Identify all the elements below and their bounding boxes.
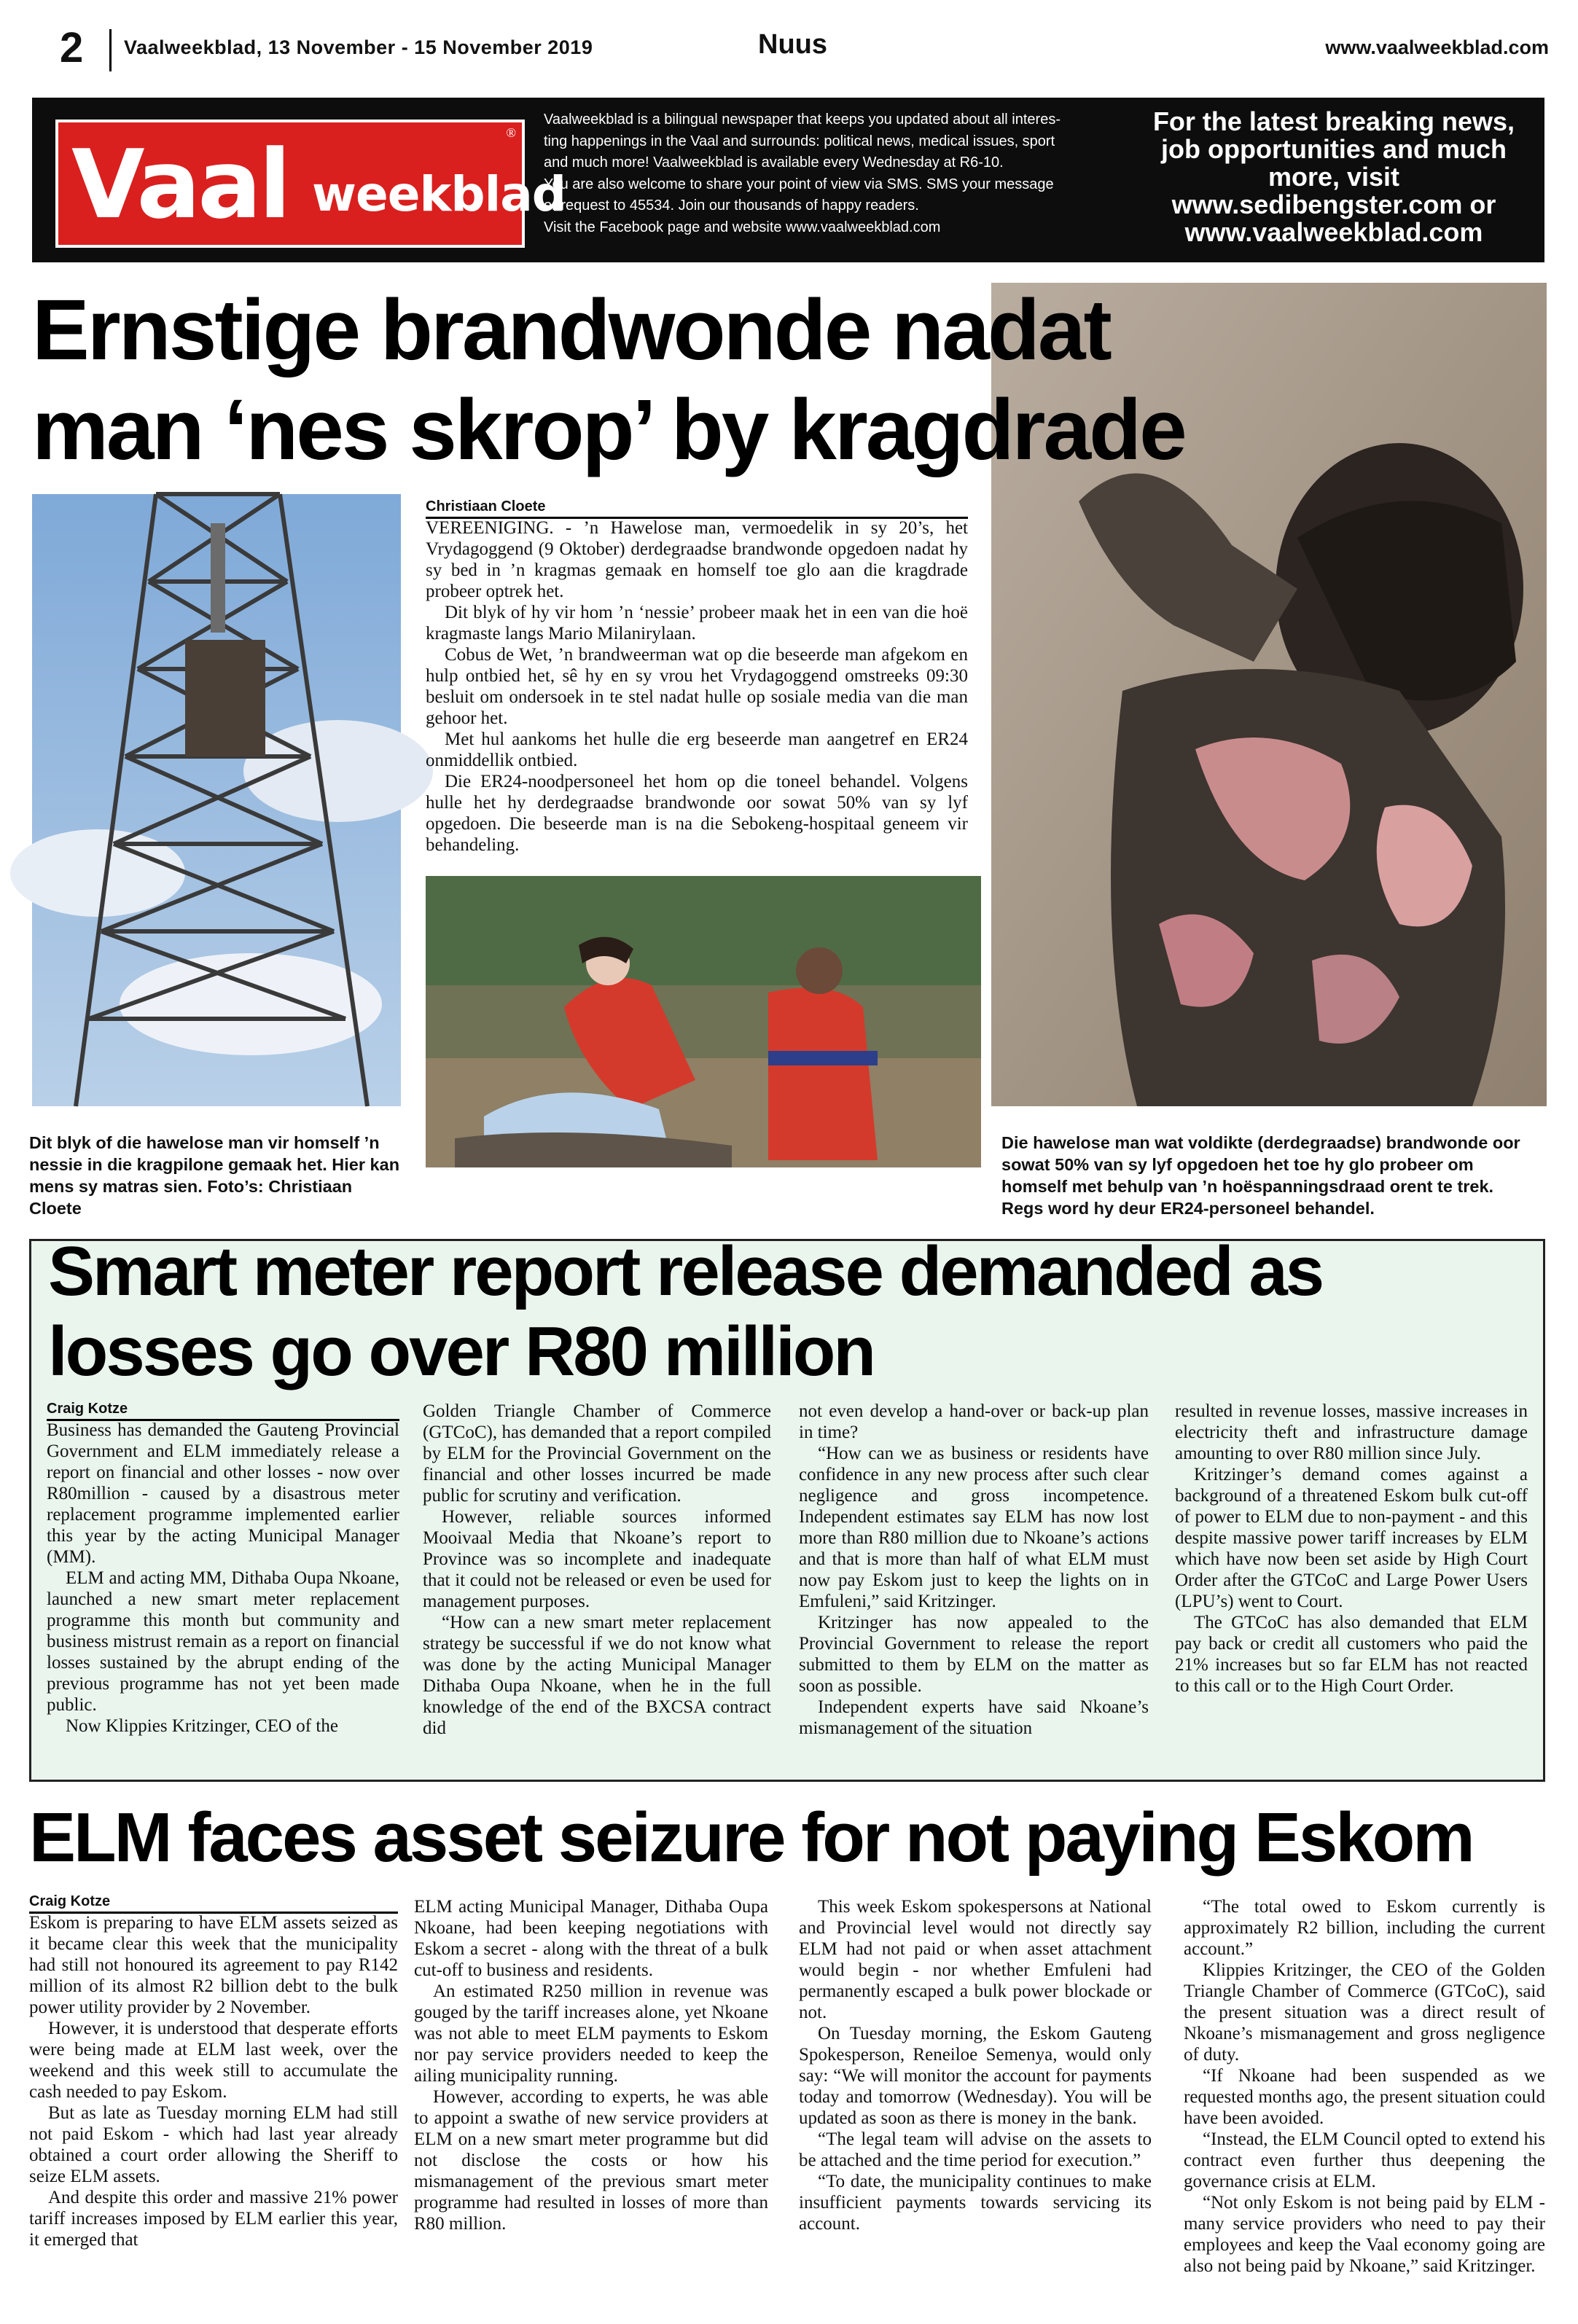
registered-mark: ®: [506, 125, 516, 140]
paragraph: On Tuesday morning, the Eskom Gauteng Spokesperson, Reneiloe Semenya, would only say: “We will monitor the account for payments today and tomorrow (Wednesday). You will be updated as soon as there is money in the bank.: [799, 2024, 1152, 2128]
caption-left: Dit blyk of die hawelose man vir homself ’n nessie in die kragpilone gemaak het. Hier kan mens sy matras sien. Foto’s: Christiaan Cloete: [29, 1133, 400, 1218]
paragraph: resulted in revenue losses, massive increases in electricity theft and infrastructure damage amounting to over R80 million since July.: [1175, 1401, 1528, 1463]
promo-line: For the latest breaking news,: [1152, 106, 1515, 136]
paragraph: Die ER24-noodpersoneel het hom op die toneel behandel. Volgens hulle het hy derdegraadse brandwonde oor sowat 50% van sy lyf opgedoen. Die beseerde man is na die Sebokeng-hospitaal geneem vir behandeling.: [426, 772, 968, 855]
paragraph: Independent experts have said Nkoane’s mismanagement of the situation: [799, 1697, 1149, 1738]
photo-er24-treatment: [426, 876, 981, 1167]
story1-byline: Christiaan Cloete: [426, 498, 968, 519]
story3-byline: Craig Kotze: [29, 1893, 398, 1914]
paragraph: Kritzinger’s demand comes against a background of a threatened Eskom bulk cut-off of power to ELM due to non-payment - and this despite massive power tariff increases by ELM which have now been set aside by High Court Order after the GTCoC and Large Power Users (LPU’s) went to Court.: [1175, 1465, 1528, 1611]
story2-column-3: [799, 1401, 1149, 1739]
paragraph: This week Eskom spokespersons at National and Provincial level would not directly say ELM had not paid or when asset attachment would begin - nor whether Emfuleni had permanently escaped a bulk power blockade or not.: [799, 1897, 1152, 2022]
paragraph: But as late as Tuesday morning ELM had still not paid Eskom - which had last year already obtained a court order allowing the Sheriff to seize ELM assets.: [29, 2103, 398, 2186]
story3-column-4: [1184, 1896, 1545, 2277]
paragraph: not even develop a hand-over or back-up plan in time?: [799, 1401, 1149, 1442]
paragraph: “The total owed to Eskom currently is approximately R2 billion, including the current account.”: [1184, 1897, 1545, 1959]
banner-promo: [1137, 108, 1531, 246]
paragraph: Dit blyk of hy vir hom ’n ‘nessie’ probeer maak het in een van die hoë kragmaste langs Mario Milanirylaan.: [426, 603, 968, 643]
paragraph: Klippies Kritzinger, the CEO of the Golden Triangle Chamber of Commerce (GTCoC), said the present situation was a direct result of Nkoane’s mismanagement and gross negligence of duty.: [1184, 1960, 1545, 2065]
paragraph: However, reliable sources informed Mooivaal Media that Nkoane’s report to Province was so incomplete and inadequate that it could not be released or even be used for management purposes.: [423, 1507, 771, 1611]
caption-right: Die hawelose man wat voldikte (derdegraadse) brandwonde oor sowat 50% van sy lyf opgedoen het toe hy glo probeer om homself met behulp van ’n hoëspanningsdraad orent te trek. Regs word hy deur ER24-personeel behandel.: [1001, 1133, 1520, 1218]
story1-headline: [32, 281, 1461, 480]
paragraph: “The legal team will advise on the assets to be attached and the time period for execution.”: [799, 2129, 1152, 2170]
header-divider: [109, 29, 112, 71]
paragraph: However, according to experts, he was able to appoint a swathe of new service providers at ELM on a new smart meter programme but did not disclose the costs or how his mismanagement of the previous smart meter programme had resulted in losses of more than R80 million.: [414, 2087, 768, 2234]
vaalweekblad-logo: [55, 120, 566, 248]
story3-headline: ELM faces asset seizure for not paying Eskom: [29, 1799, 1473, 1877]
paragraph: An estimated R250 million in revenue was gouged by the tariff increases alone, yet Nkoane was not able to meet ELM payments to Eskom nor pay service providers needed to keep the ailing municipality running.: [414, 1981, 768, 2086]
headline-line: losses go over R80 million: [48, 1312, 875, 1390]
promo-line: www.sedibengster.com or: [1171, 189, 1496, 219]
story3-column-2: [414, 1896, 768, 2234]
paragraph: However, it is understood that desperate efforts were being made at ELM last week, over the weekend and this week still to accumulate the cash needed to pay Eskom.: [29, 2019, 398, 2102]
page-number: 2: [60, 24, 84, 71]
story2-headline: [48, 1232, 1535, 1392]
story3-column-3: [799, 1896, 1152, 2234]
story2-column-2: [423, 1401, 771, 1739]
promo-line: www.vaalweekblad.com: [1184, 217, 1483, 247]
photo-pylon: [32, 494, 401, 1106]
blurb-line: ting happenings in the Vaal and surrounds: political news, medical issues, sport: [544, 133, 1055, 149]
story2-column-1: [47, 1420, 399, 1737]
headline-line: Ernstige brandwonde nadat: [32, 282, 1110, 378]
paragraph: “If Nkoane had been suspended as we requested months ago, the present situation could have been avoided.: [1184, 2066, 1545, 2128]
paragraph: “Not only Eskom is not being paid by ELM - many service providers who need to pay their employees and keep the Vaal economy going are also not being paid by Nkoane,” said Kritzinger.: [1184, 2193, 1545, 2276]
logo-vaal-text: Vaal: [71, 129, 289, 240]
story1-body: [426, 517, 968, 856]
blurb-line: Visit the Facebook page and website www.vaalweekblad.com: [544, 219, 941, 235]
promo-line: more, visit: [1268, 162, 1400, 192]
paragraph: The GTCoC has also demanded that ELM pay back or credit all customers who paid the 21% increases but so far ELM has not reacted to this call or to the High Court Order.: [1175, 1613, 1528, 1696]
paragraph: ELM and acting MM, Dithaba Oupa Nkoane, launched a new smart meter replacement programme this month but community and business mistrust remain as a report on financial losses sustained by the abrupt ending of the previous programme has not yet been made public.: [47, 1568, 399, 1715]
paragraph: Eskom is preparing to have ELM assets seized as it became clear this week that the municipality had still not honoured its agreement to pay R142 million of its almost R2 billion debt to the bulk power utility provider by 2 November.: [29, 1913, 398, 2017]
section-label: Nuus: [758, 29, 827, 60]
blurb-line: You are also welcome to share your point of view via SMS. SMS your message: [544, 176, 1054, 192]
paragraph: VEREENIGING. - ’n Hawelose man, vermoedelik in sy 20’s, het Vrydagoggend (9 Oktober) derdegraadse brandwonde opgedoen nadat hy sy bed in ’n kragmas gemaak en homself toe glo aan die kragdrade probeer optrek het.: [426, 518, 968, 601]
story2-byline: Craig Kotze: [47, 1401, 399, 1421]
paragraph: “How can a new smart meter replacement strategy be successful if we do not know what was done by the acting Municipal Manager Dithaba Oupa Nkoane, when he in the full knowledge of the end of the BXCSA contract did: [423, 1613, 771, 1738]
story3-column-1: [29, 1912, 398, 2250]
paragraph: Golden Triangle Chamber of Commerce (GTCoC), has demanded that a report compiled by ELM for the Provincial Government on the financial and other losses incurred be made public for scrutiny and verification.: [423, 1401, 771, 1506]
paragraph: Cobus de Wet, ’n brandweerman wat op die beseerde man afgekom en hulp ontbied het, sê hy en sy vrou het Vrydagoggend omstreeks 09:30 besluit om ondersoek in te stel nadat hulle op sosiale media van die man gehoor het.: [426, 645, 968, 728]
banner-blurb: [544, 109, 1134, 238]
story2-column-4: [1175, 1401, 1528, 1697]
paragraph: Business has demanded the Gauteng Provincial Government and ELM immediately release a report on financial and other losses - now over R80million - caused by a disastrous meter replacement programme implemented earlier this year by the acting Municipal Manager (MM).: [47, 1420, 399, 1567]
paragraph: Met hul aankoms het hulle die erg beseerde man aangetref en ER24 onmiddellik ontbied.: [426, 729, 968, 770]
blurb-line: or request to 45534. Join our thousands of happy readers.: [544, 197, 919, 214]
promo-line: job opportunities and much: [1161, 134, 1507, 164]
headline-line: Smart meter report release demanded as: [48, 1232, 1323, 1310]
logo-weekblad-text: weekblad: [312, 166, 566, 222]
dateline: Vaalweekblad, 13 November - 15 November 2019: [124, 36, 593, 58]
paragraph: “To date, the municipality continues to make insufficient payments towards servicing its account.: [799, 2172, 1152, 2234]
paragraph: Now Klippies Kritzinger, CEO of the: [66, 1716, 338, 1736]
blurb-line: and much more! Vaalweekblad is available every Wednesday at R6-10.: [544, 154, 1004, 171]
header-website: www.vaalweekblad.com: [1325, 36, 1549, 58]
paragraph: “How can we as business or residents have confidence in any new process after such clear negligence and gross incompetence. Independent estimates say ELM has now lost more than R80 million due to Nkoane’s actions and that is more than half of what ELM must now pay Eskom just to keep the lights on in Emfuleni,” said Kritzinger.: [799, 1444, 1149, 1611]
blurb-line: Vaalweekblad is a bilingual newspaper that keeps you updated about all interes-: [544, 111, 1061, 128]
paragraph: Kritzinger has now appealed to the Provincial Government to release the report submitted to them by ELM on the matter as soon as possible.: [799, 1613, 1149, 1696]
headline-line: man ‘nes skrop’ by kragdrade: [32, 382, 1185, 478]
paragraph: And despite this order and massive 21% power tariff increases imposed by ELM earlier this year, it emerged that: [29, 2188, 398, 2250]
paragraph: ELM acting Municipal Manager, Dithaba Oupa Nkoane, had been keeping negotiations with Eskom a secret - along with the threat of a bulk cut-off to business and residents.: [414, 1897, 768, 1980]
paragraph: “Instead, the ELM Council opted to extend his contract even further thus deepening the governance crisis at ELM.: [1184, 2129, 1545, 2191]
